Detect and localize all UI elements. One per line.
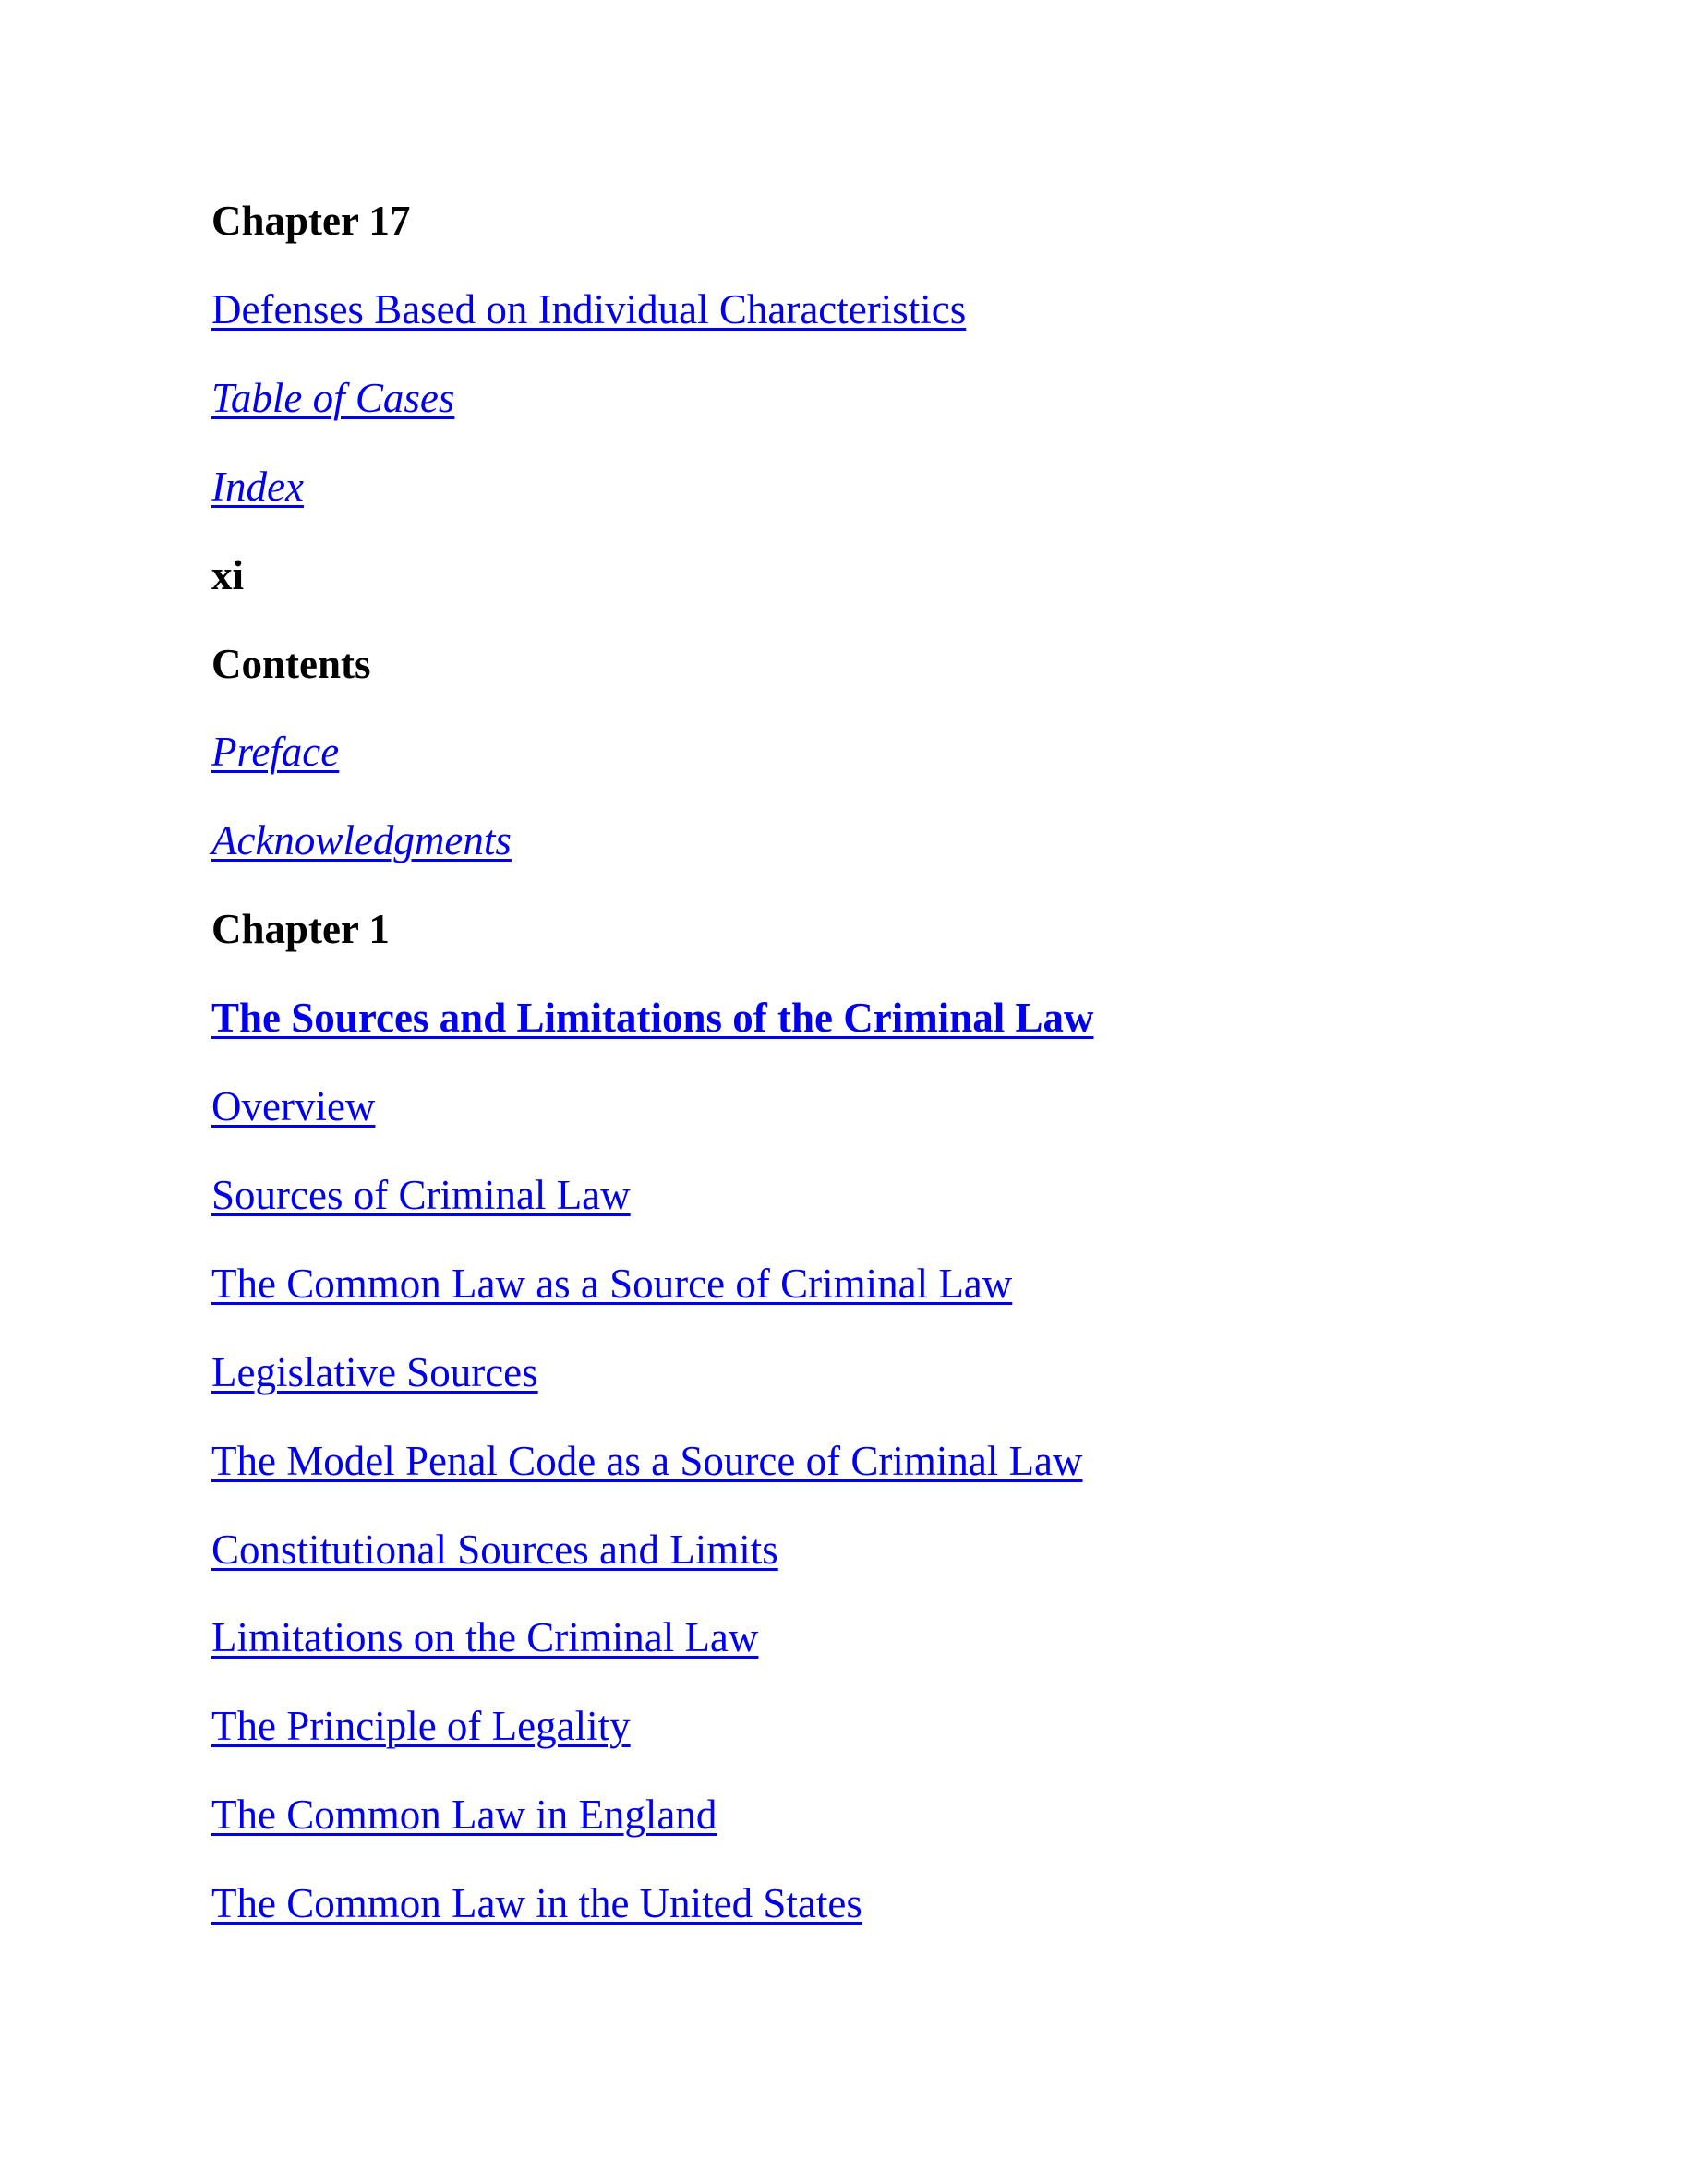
link-defenses-individual-characteristics[interactable]: Defenses Based on Individual Characteristics [211,286,967,332]
link-common-law-source[interactable]: The Common Law as a Source of Criminal Law [211,1261,1013,1307]
page-number-label: xi [211,552,245,598]
chapter-1-heading: Chapter 1 [211,906,390,952]
link-acknowledgments[interactable]: Acknowledgments [211,817,512,863]
link-overview[interactable]: Overview [211,1083,376,1129]
link-model-penal-code-source[interactable]: The Model Penal Code as a Source of Criminal Law [211,1438,1083,1484]
link-legislative-sources[interactable]: Legislative Sources [211,1349,538,1395]
link-limitations-criminal-law[interactable]: Limitations on the Criminal Law [211,1614,759,1660]
link-common-law-united-states[interactable]: The Common Law in the United States [211,1880,862,1926]
link-table-of-cases[interactable]: Table of Cases [211,375,455,421]
link-chapter-1-title[interactable]: The Sources and Limitations of the Criminal Law [211,995,1094,1041]
link-index[interactable]: Index [211,464,304,510]
link-preface[interactable]: Preface [211,729,340,775]
contents-heading: Contents [211,641,371,687]
link-principle-of-legality[interactable]: The Principle of Legality [211,1703,631,1749]
link-common-law-england[interactable]: The Common Law in England [211,1792,717,1838]
chapter-17-heading: Chapter 17 [211,198,411,244]
link-constitutional-sources[interactable]: Constitutional Sources and Limits [211,1526,778,1573]
link-sources-of-criminal-law[interactable]: Sources of Criminal Law [211,1172,631,1218]
